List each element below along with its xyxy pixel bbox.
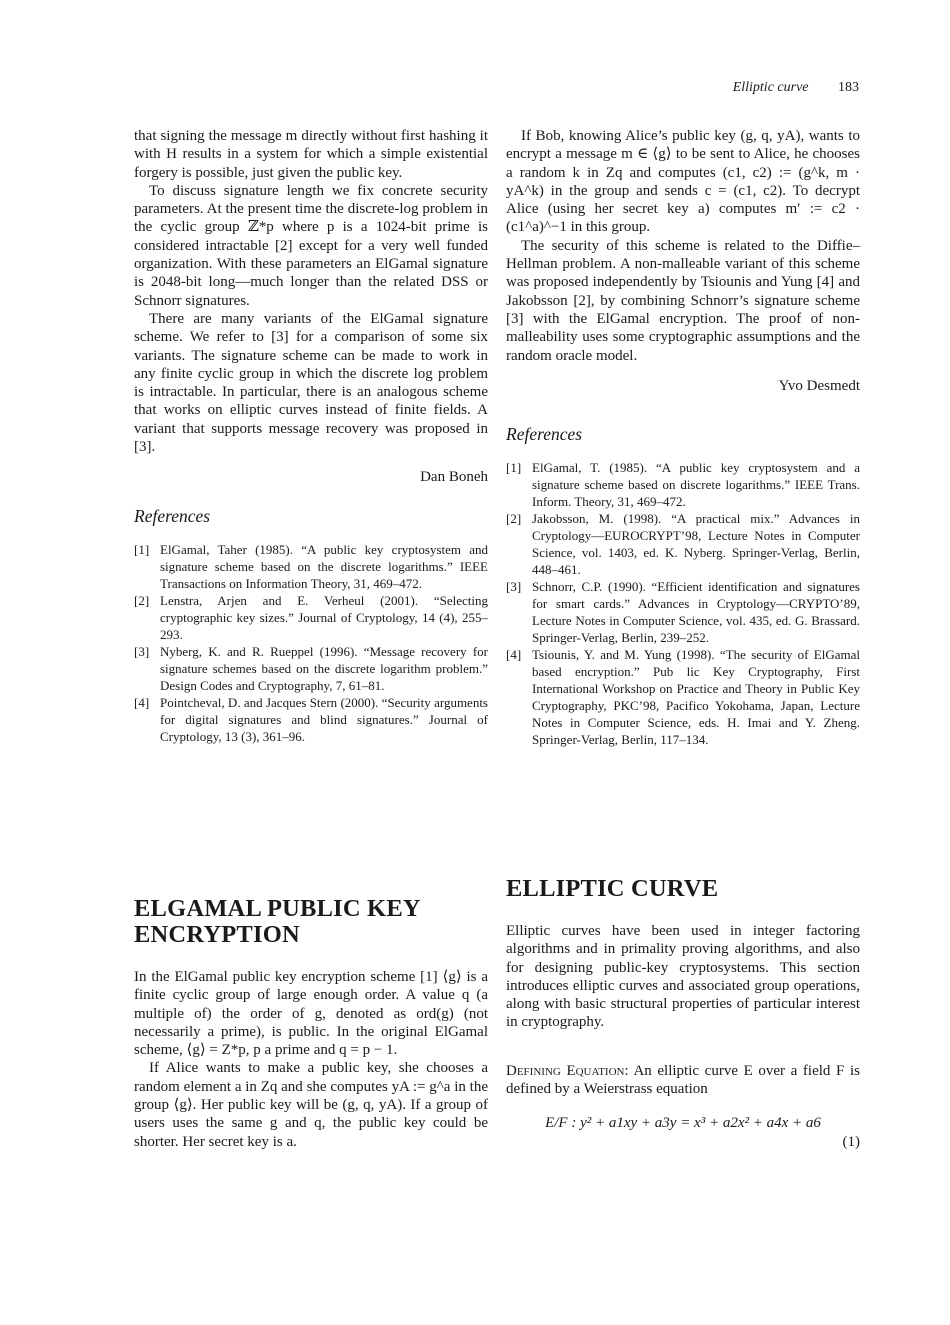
- weierstrass-equation: E/F : y² + a1xy + a3y = x³ + a2x² + a4x + a6: [545, 1115, 821, 1132]
- reference-item: [1] ElGamal, T. (1985). “A public key cryptosystem and a signature scheme based on discrete logarithms.” IEEE Trans. Inform. Theory, 31, 469–472.: [506, 460, 860, 510]
- left-column: [134, 127, 488, 745]
- defining-equation-label: Defining Equation:: [506, 1062, 629, 1079]
- right-column: [506, 127, 860, 748]
- body-paragraph: There are many variants of the ElGamal signature scheme. We refer to [3] for a comparison of some six variants. The signature scheme can be made to work in any finite cyclic group in which the discrete log problem is intractable. In particular, there is an analogous scheme that works on elliptic curves instead of finite fields. A variant that supports message recovery was proposed in [3].: [134, 310, 488, 456]
- body-paragraph: [506, 1062, 860, 1099]
- author-signature: Yvo Desmedt: [778, 377, 860, 394]
- reference-item: [2] Lenstra, Arjen and E. Verheul (2001). “Selecting cryptographic key sizes.” Journal of Cryptology, 14 (4), 255–293.: [134, 592, 488, 642]
- equation-number: (1): [842, 1133, 860, 1150]
- reference-list: [134, 541, 488, 745]
- elgamal-section: [134, 896, 488, 1151]
- body-paragraph: Elliptic curves have been used in integer factoring algorithms and in primality proving algorithms, and also for designing public-key cryptosystems. This section introduces elliptic curves and associated group operations, along with basic structural properties of particular interest in cryptography.: [506, 923, 860, 1031]
- reference-item: [3] Nyberg, K. and R. Rueppel (1996). “Message recovery for signature schemes based on the discrete logarithm problem.” Design Codes and Cryptography, 7, 61–81.: [134, 643, 488, 693]
- body-paragraph: If Bob, knowing Alice’s public key (g, q, yA), wants to encrypt a message m ∈ ⟨g⟩ to be sent to Alice, he chooses a random k in Zq and computes (c1, c2) := (g^k, m · yA^k) in the group and sends c = (c1, c2). To decrypt Alice (using her secret key a) computes m′ := c2 · (c1^a)^−1 in this group.: [506, 128, 860, 236]
- references-heading: References: [506, 424, 583, 445]
- defining-equation-text: An elliptic curve E over a field F is defined by a Weierstrass equation: [506, 1062, 860, 1098]
- page-number: 183: [838, 80, 859, 95]
- author-signature: Dan Boneh: [420, 469, 488, 486]
- body-paragraph: To discuss signature length we fix concrete security parameters. At the present time the discrete-log problem in the cyclic group ℤ*p where p is a 1024-bit prime is considered intractable [2] except for a very well funded organization. With these parameters an ElGamal signature is 2048-bit long—much longer than the related DSS or Schnorr signatures.: [134, 182, 488, 309]
- running-header: [733, 80, 859, 96]
- reference-item: [3] Schnorr, C.P. (1990). “Efficient identification and signatures for smart cards.” Advances in Cryptology—CRYPTO’89, Lecture Notes in Computer Science, vol. 435, ed. G. Brassard. Springer-Verlag, Berlin, 239–252.: [506, 579, 860, 646]
- reference-item: [4] Tsiounis, Y. and M. Yung (1998). “The security of ElGamal based encryption.” Pub lic Key Cryptography, First International Workshop on Practice and Theory in Public Key Cryptography, PKC’98, Pacifico Yokohama, Japan, Lecture Notes in Computer Science, eds. H. Imai and Y. Zheng. Springer-Verlag, Berlin, 117–134.: [506, 647, 860, 748]
- article-title: ELGAMAL PUBLIC KEY ENCRYPTION: [134, 895, 420, 948]
- body-paragraph: In the ElGamal public key encryption scheme [1] ⟨g⟩ is a finite cyclic group of large enough order. A value q (a multiple of) the order of g, denoted as ord(g) (not necessarily a prime), is public. In the original ElGamal scheme, ⟨g⟩ = Z*p, p a prime and q = p − 1.: [134, 969, 488, 1059]
- running-title: Elliptic curve: [732, 80, 809, 95]
- body-paragraph: If Alice wants to make a public key, she chooses a random element a in Zq and she computes yA := g^a in the group ⟨g⟩. Her public key will be (g, q, yA). If a group of users uses the same g and q, the public key could be shorter. Her secret key is a.: [134, 1060, 488, 1150]
- reference-item: [2] Jakobsson, M. (1998). “A practical mix.” Advances in Cryptology—EUROCRYPT’98, Lecture Notes in Computer Science, vol. 1403, ed. K. Nyberg. Springer-Verlag, Berlin, 448–461.: [506, 511, 860, 578]
- elliptic-curve-section: [506, 876, 860, 1151]
- reference-item: [1] ElGamal, Taher (1985). “A public key cryptosystem and signature scheme based on the discrete logarithms.” IEEE Transactions on Information Theory, 31, 469–472.: [134, 541, 488, 591]
- body-paragraph: The security of this scheme is related to the Diffie–Hellman problem. A non-malleable variant of this scheme was proposed independently by Tsiounis and Yung [4] and Jakobsson [2], by combining Schnorr’s signature scheme [3] with the ElGamal encryption. The proof of non-malleability uses some cryptographic assumptions and the random oracle model.: [506, 237, 860, 364]
- reference-item: [4] Pointcheval, D. and Jacques Stern (2000). “Security arguments for digital signatures and blind signatures.” Journal of Cryptology, 13 (3), 361–96.: [134, 694, 488, 744]
- body-paragraph: that signing the message m directly without first hashing it with H results in a system for which a simple existential forgery is possible, just given the public key.: [134, 128, 488, 181]
- references-heading: References: [134, 505, 211, 526]
- article-title: ELLIPTIC CURVE: [506, 875, 719, 902]
- reference-list: [506, 459, 860, 748]
